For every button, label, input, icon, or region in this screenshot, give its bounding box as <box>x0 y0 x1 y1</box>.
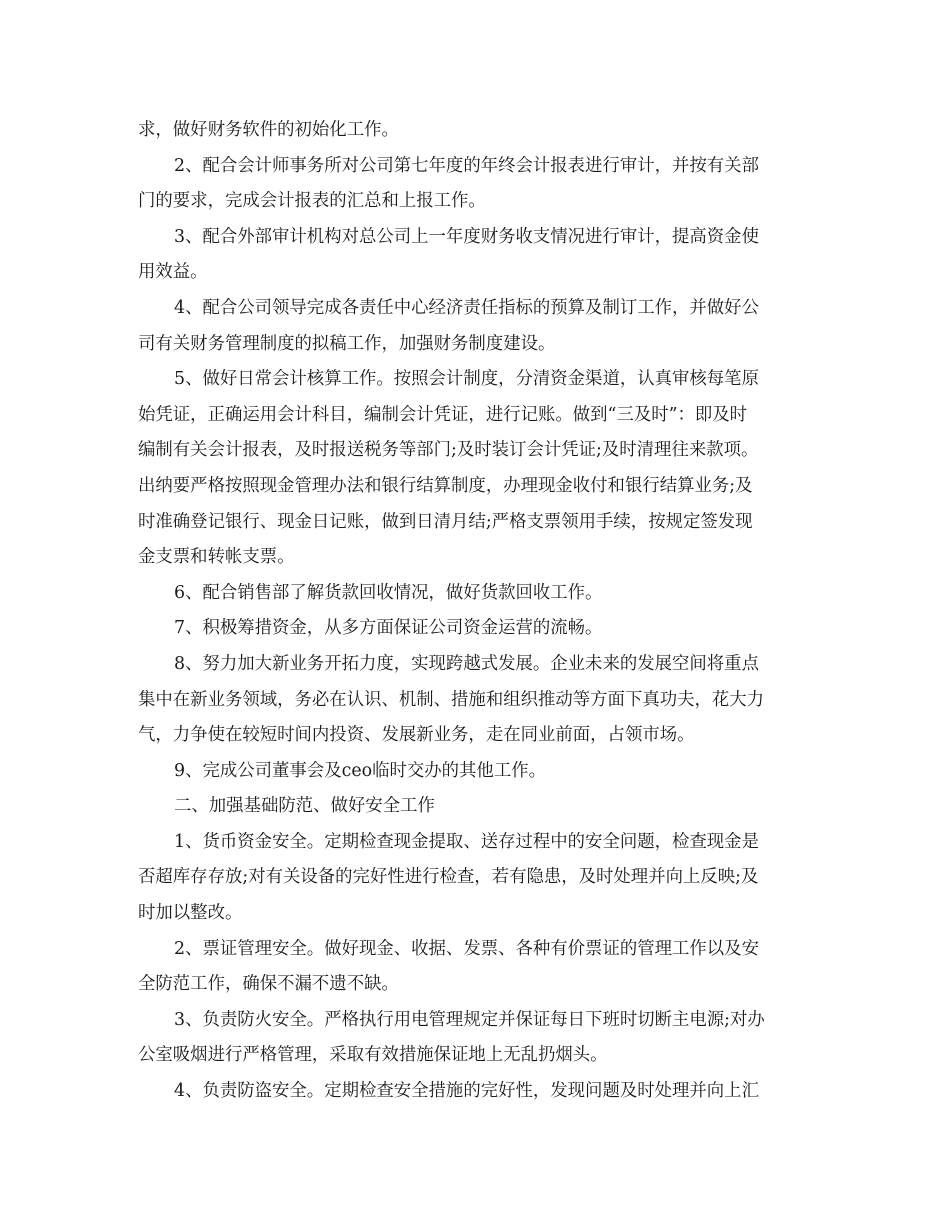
text-line: 6、配合销售部了解货款回收情况，做好货款回收工作。 <box>174 582 603 603</box>
text-line: 否超库存存放;对有关设备的完好性进行检查，若有隐患，及时处理并向上反映;及 <box>138 867 759 888</box>
text-line: 7、积极筹措资金，从多方面保证公司资金运营的流畅。 <box>174 618 603 639</box>
text-line: 气，力争使在较短时间内投资、发展新业务，走在同业前面，占领市场。 <box>138 725 695 746</box>
text-line: 9、完成公司董事会及ceo临时交办的其他工作。 <box>174 760 546 781</box>
text-line: 始凭证，正确运用会计科目，编制会计凭证，进行记账。做到“三及时”：即及时 <box>138 404 748 425</box>
text-line: 司有关财务管理制度的拟稿工作，加强财务制度建设。 <box>138 333 556 354</box>
text-line: 求，做好财务软件的初始化工作。 <box>138 120 399 140</box>
text-line: 金支票和转帐支票。 <box>138 547 295 568</box>
text-line: 1、货币资金安全。定期检查现金提取、送存过程中的安全问题，检查现金是 <box>174 831 759 852</box>
text-line: 2、票证管理安全。做好现金、收据、发票、各种有价票证的管理工作以及安 <box>174 938 759 959</box>
text-line: 集中在新业务领域，务必在认识、机制、措施和组织推动等方面下真功夫，花大力 <box>138 689 765 710</box>
document-body <box>138 113 818 1110</box>
text-line: 门的要求，完成会计报表的汇总和上报工作。 <box>138 191 486 212</box>
text-line: 时准确登记银行、现金日记账，做到日清月结;严格支票领用手续，按规定签发现 <box>138 511 753 532</box>
text-line: 3、配合外部审计机构对总公司上一年度财务收支情况进行审计，提高资金使 <box>174 226 759 247</box>
text-line: 全防范工作，确保不漏不遗不缺。 <box>138 974 399 995</box>
text-line: 二、加强基础防范、做好安全工作 <box>174 796 435 817</box>
text-line: 3、负责防火安全。严格执行用电管理规定并保证每日下班时切断主电源;对办 <box>174 1009 765 1030</box>
text-line: 4、负责防盗安全。定期检查安全措施的完好性，发现问题及时处理并向上汇 <box>174 1081 759 1102</box>
text-line: 编制有关会计报表，及时报送税务等部门;及时装订会计凭证;及时清理往来款项。 <box>138 440 759 461</box>
text-line: 4、配合公司领导完成各责任中心经济责任指标的预算及制订工作，并做好公 <box>174 297 759 318</box>
text-line: 公室吸烟进行严格管理，采取有效措施保证地上无乱扔烟头。 <box>138 1045 608 1066</box>
text-line: 2、配合会计师事务所对公司第七年度的年终会计报表进行审计，并按有关部 <box>174 155 759 176</box>
text-line: 5、做好日常会计核算工作。按照会计制度，分清资金渠道，认真审核每笔原 <box>174 369 759 390</box>
text-line: 8、努力加大新业务开拓力度，实现跨越式发展。企业未来的发展空间将重点 <box>174 653 759 674</box>
text-line: 时加以整改。 <box>138 903 243 924</box>
text-line: 用效益。 <box>138 262 208 283</box>
text-line: 出纳要严格按照现金管理办法和银行结算制度，办理现金收付和银行结算业务;及 <box>138 475 753 496</box>
